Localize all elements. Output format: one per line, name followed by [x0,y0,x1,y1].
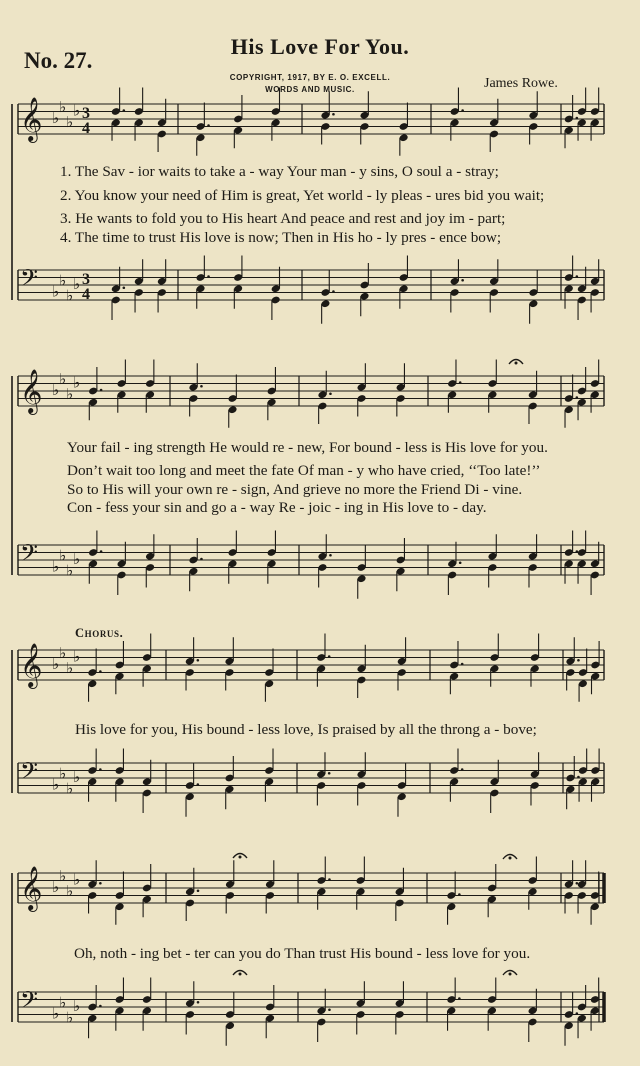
dot [328,655,331,658]
fermata-dot [239,856,242,859]
dot [99,670,102,673]
key-signature-flat-icon: ♭ [52,557,60,576]
dot [576,550,579,553]
dot [576,882,579,885]
fermata-dot [515,362,518,365]
key-signature-flat-icon: ♭ [59,369,67,388]
fermata-dot [509,973,512,976]
verse-2-line-2: Don’t wait too long and meet the fate Of man - y who have cried, ‘‘Too late!’’ [67,462,541,479]
key-signature-flat-icon: ♭ [59,271,67,290]
treble-clef-icon: 𝄞 [20,643,43,687]
key-signature-flat-icon: ♭ [59,546,67,565]
key-signature-flat-icon: ♭ [59,643,67,662]
key-signature-flat-icon: ♭ [59,97,67,116]
key-signature-flat-icon: ♭ [52,878,60,896]
key-signature-flat-icon: ♭ [73,550,81,568]
treble-clef-icon: 𝄞 [20,866,43,910]
verse-1-line-1: 1. The Sav - ior waits to take a - way Your man - y sins, O soul a - stray; [60,163,499,180]
chorus-line-1: His love for you, His bound - less love, Is praised by all the throng a - bove; [75,721,537,738]
dot [328,878,331,881]
dot [576,396,579,399]
key-signature-flat-icon: ♭ [73,647,81,666]
dot [123,286,126,289]
fermata-dot [239,973,242,976]
dot [328,772,331,775]
key-signature-flat-icon: ♭ [52,655,60,673]
dot [197,783,200,786]
treble-clef-icon: 𝄞 [20,97,43,141]
author-credit: James Rowe. [484,76,558,91]
dot [459,381,462,384]
dot [461,109,464,112]
key-signature-flat-icon: ♭ [73,870,81,889]
key-signature-flat-icon: ♭ [66,881,74,900]
chorus-line-2: Oh, noth - ing bet - ter can you do Than trust His bound - less love for you. [74,945,531,962]
time-signature-bottom: 4 [82,120,90,137]
dot [576,1012,579,1015]
key-signature-flat-icon: ♭ [73,275,81,293]
dot [332,290,335,293]
time-signature-top: 3 [82,105,90,122]
dot [207,124,210,127]
dot [576,275,579,278]
dot [461,663,464,666]
words-music-line: WORDS AND MUSIC. [265,85,355,94]
dot [200,385,203,388]
key-signature-flat-icon: ♭ [59,993,67,1012]
dot [461,768,464,771]
verse-2-line-1: 2. You know your need of Him is great, Yet world - ly pleas - ures bid you wait; [60,187,545,204]
key-signature-flat-icon: ♭ [59,764,67,783]
time-signature-bottom: 4 [82,286,90,303]
key-signature-flat-icon: ♭ [66,112,74,131]
verse-4-line-2: Con - fess your sin and go a - way Re - joic - ing in His love to - day. [67,499,487,516]
dot [329,554,332,557]
fermata-dot [509,857,512,860]
hymn-number: No. 27. [24,48,93,73]
dot [576,117,579,120]
dot [197,889,200,892]
key-signature-flat-icon: ♭ [59,866,67,885]
dot [577,776,580,779]
chorus-label: Chorus. [75,626,124,640]
key-signature-flat-icon: ♭ [73,768,81,786]
key-signature-flat-icon: ♭ [52,109,60,127]
dot [99,882,102,885]
key-signature-flat-icon: ♭ [66,779,74,798]
dot [577,659,580,662]
verse-1-line-2: Your fail - ing strength He would re - new, For bound - less is His love for you. [67,439,548,456]
dot [123,109,126,112]
dot [207,275,210,278]
dot [459,561,462,564]
key-signature-flat-icon: ♭ [52,282,60,301]
dot [99,1005,102,1008]
dot [197,659,200,662]
dot [100,550,103,553]
bass-clef-icon: 𝄢 [20,757,39,790]
dot [458,893,461,896]
verse-3-line-1: 3. He wants to fold you to His heart And peace and rest and joy im - part; [60,210,506,227]
bass-clef-icon: 𝄢 [20,986,39,1019]
treble-clef-icon: 𝄞 [20,369,43,413]
key-signature-flat-icon: ♭ [66,1008,74,1027]
key-signature-flat-icon: ♭ [52,775,60,794]
dot [332,113,335,116]
key-signature-flat-icon: ♭ [66,384,74,403]
time-signature-top: 3 [82,271,90,288]
verse-3-line-2: So to His will your own re - sign, And grieve no more the Friend Di - vine. [67,481,523,498]
key-signature-flat-icon: ♭ [73,373,81,392]
key-signature-flat-icon: ♭ [73,997,81,1015]
dot [458,997,461,1000]
key-signature-flat-icon: ♭ [66,658,74,677]
dot [329,392,332,395]
key-signature-flat-icon: ♭ [52,1004,60,1023]
verse-4-line-1: 4. The time to trust His love is now; Then in His ho - ly pres - ence bow; [60,229,502,246]
key-signature-flat-icon: ♭ [73,101,81,120]
key-signature-flat-icon: ♭ [66,561,74,580]
dot [200,558,203,561]
copyright-line: COPYRIGHT, 1917, BY E. O. EXCELL. [229,73,391,82]
bass-clef-icon: 𝄢 [20,264,39,297]
dot [197,1001,200,1004]
dot [99,768,102,771]
dot [461,279,464,282]
dot [328,1008,331,1011]
bass-clef-icon: 𝄢 [20,539,39,572]
key-signature-flat-icon: ♭ [52,381,60,399]
hymn-title: His Love For You. [230,34,410,59]
key-signature-flat-icon: ♭ [66,286,74,305]
dot [100,389,103,392]
